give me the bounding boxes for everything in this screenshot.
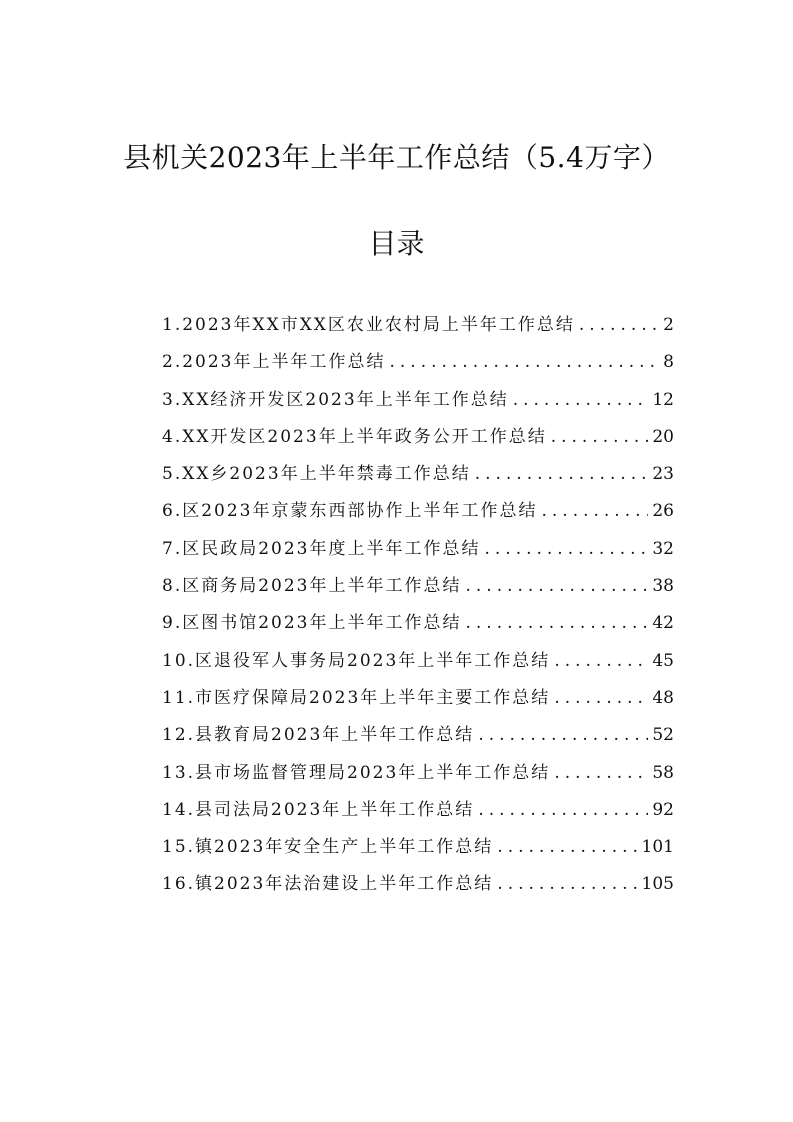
toc-entry[interactable]: [162, 720, 674, 757]
toc-leader-dots: [513, 390, 649, 410]
toc-entry-label: 16.镇2023年法治建设上半年工作总结: [162, 874, 494, 895]
toc-entry[interactable]: [162, 869, 674, 906]
toc-leader-dots: [475, 464, 649, 484]
toc-entry-label: 7.区民政局2023年度上半年工作总结: [162, 538, 481, 559]
toc-entry-page: 38: [652, 576, 674, 597]
toc-leader-dots: [478, 800, 648, 820]
toc-entry-label: 15.镇2023年安全生产上半年工作总结: [162, 837, 494, 858]
toc-leader-dots: [389, 352, 659, 372]
toc-leader-dots: [579, 315, 659, 335]
toc-entry[interactable]: [162, 534, 674, 571]
toc-heading: 目录: [368, 227, 425, 260]
toc-entry-label: 1.2023年XX市XX区农业农村局上半年工作总结: [162, 315, 575, 335]
toc-entry-page: 32: [652, 538, 674, 559]
toc-entry-label: 8.区商务局2023年上半年工作总结: [162, 576, 462, 597]
toc-entry[interactable]: [162, 758, 674, 795]
toc-entry-label: 6.区2023年京蒙东西部协作上半年工作总结: [162, 501, 538, 522]
toc-entry[interactable]: [162, 683, 674, 720]
toc-leader-dots: [484, 539, 648, 559]
toc-leader-dots: [551, 427, 649, 447]
toc-entry-page: 45: [652, 650, 674, 671]
toc-entry[interactable]: [162, 310, 674, 347]
toc-entry-page: 105: [641, 874, 674, 895]
toc-entry-label: 13.县市场监督管理局2023年上半年工作总结: [162, 762, 551, 783]
toc-entry-page: 58: [652, 762, 674, 783]
toc-leader-dots: [497, 837, 637, 857]
toc-entry-page: 26: [652, 501, 674, 522]
toc-entry-page: 42: [652, 613, 674, 634]
toc-entry-label: 11.市医疗保障局2023年上半年主要工作总结: [162, 687, 551, 708]
toc-entry-page: 48: [652, 687, 674, 708]
toc-entry[interactable]: [162, 646, 674, 683]
toc-leader-dots: [497, 874, 637, 894]
toc-entry-label: 14.县司法局2023年上半年工作总结: [162, 799, 475, 820]
toc-leader-dots: [554, 688, 648, 708]
toc-entry[interactable]: [162, 385, 674, 422]
toc-entry-page: 92: [652, 799, 674, 820]
toc-entry-page: 23: [652, 464, 674, 485]
toc-leader-dots: [465, 576, 648, 596]
toc-entry[interactable]: [162, 832, 674, 869]
document-title: 县机关2023年上半年工作总结（5.4万字）: [123, 141, 670, 174]
table-of-contents: [162, 310, 674, 907]
toc-leader-dots: [554, 651, 648, 671]
toc-entry[interactable]: [162, 347, 674, 384]
toc-leader-dots: [465, 613, 648, 633]
toc-entry-page: 52: [652, 725, 674, 746]
toc-entry-label: 10.区退役军人事务局2023年上半年工作总结: [162, 650, 551, 671]
toc-entry[interactable]: [162, 422, 674, 459]
toc-entry-page: 12: [652, 389, 674, 410]
toc-entry-page: 20: [652, 426, 674, 447]
toc-entry[interactable]: [162, 795, 674, 832]
toc-entry[interactable]: [162, 496, 674, 533]
toc-entry[interactable]: [162, 608, 674, 645]
toc-entry-label: 4.XX开发区2023年上半年政务公开工作总结: [162, 426, 547, 447]
toc-entry-page: 101: [641, 837, 674, 858]
toc-entry-label: 2.2023年上半年工作总结: [162, 352, 386, 373]
toc-entry-label: 12.县教育局2023年上半年工作总结: [162, 725, 475, 746]
toc-leader-dots: [478, 725, 648, 745]
toc-entry-page: 8: [663, 352, 674, 373]
toc-entry-label: 9.区图书馆2023年上半年工作总结: [162, 613, 462, 634]
toc-entry-label: 3.XX经济开发区2023年上半年工作总结: [162, 389, 509, 410]
toc-entry[interactable]: [162, 459, 674, 496]
toc-leader-dots: [554, 763, 648, 783]
toc-leader-dots: [541, 501, 648, 521]
toc-entry[interactable]: [162, 571, 674, 608]
toc-entry-label: 5.XX乡2023年上半年禁毒工作总结: [162, 464, 471, 485]
toc-entry-page: 2: [663, 315, 674, 335]
